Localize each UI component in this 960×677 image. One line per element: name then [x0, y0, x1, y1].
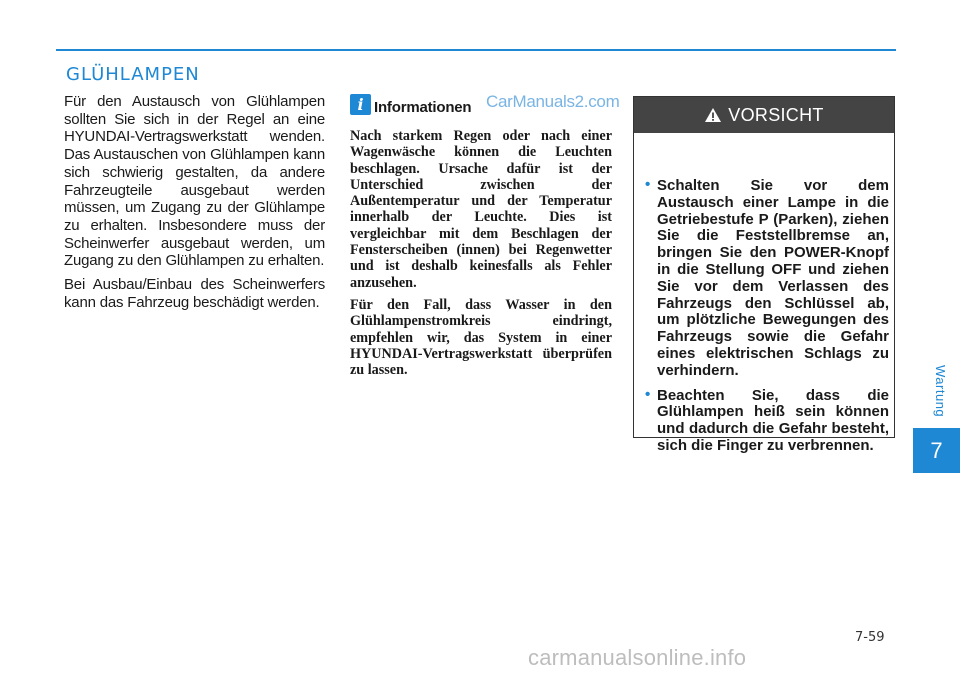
bullet-icon: •	[645, 385, 651, 403]
watermark-bottom: carmanualsonline.info	[528, 645, 747, 670]
chapter-label: Wartung	[933, 365, 948, 418]
left-paragraph-1: Für den Austausch von Glühlampen sollten Sie sich in der Regel an eine HYUNDAI-Vertragswerkstatt wenden. Das Austauschen von Glühlampen kann sich schwierig gestalten, da andere Fahrzeugteile ausgebaut werden müssen, um Zugang zu der Glühlampe zu erhalten. Insbesondere muss der Scheinwerfer ausgebaut werden, um Zugang zu den Glühlampen zu erhalten.	[64, 93, 325, 270]
info-paragraph-2: Für den Fall, dass Wasser in den Glühlampenstromkreis eindringt, empfehlen wir, das System in einer HYUNDAI-Vertragswerkstatt überprüfen zu lassen.	[350, 296, 612, 379]
caution-item	[647, 178, 889, 380]
left-paragraph-2: Bei Ausbau/Einbau des Scheinwerfers kann das Fahrzeug beschädigt werden.	[64, 276, 325, 311]
caution-list	[634, 178, 894, 455]
caution-item-text: Schalten Sie vor dem Austausch einer Lampe in die Getriebestufe P (Parken), ziehen Sie die Feststellbremse an, bringen Sie den POWER-Knopf in die Stellung OFF und ziehen Sie vor dem Verlassen des Fahrzeugs den Schlüssel ab, um plötzliche Bewegungen des Fahrzeugs sowie die Gefahr eines elektrischen Schlags zu verhindern.	[657, 177, 889, 379]
info-header	[350, 92, 620, 120]
chapter-tab: 7	[913, 428, 960, 473]
info-icon: i	[350, 94, 371, 115]
caution-box	[633, 96, 895, 454]
warning-triangle-icon	[704, 107, 722, 123]
info-box	[350, 92, 620, 379]
watermark-top: CarManuals2.com	[486, 92, 620, 111]
info-paragraph-1: Nach starkem Regen oder nach einer Wagenwäsche können die Leuchten beschlagen. Ursache dafür ist der Unterschied zwischen der Außentemperatur und der Temperatur innerhalb der Leuchte. Dies ist vergleichbar mit dem Beschlagen der Fensterscheiben (innen) bei Regenwetter und ist deshalb keinesfalls als Fehler anzusehen.	[350, 128, 612, 291]
section-title: GLÜHLAMPEN	[66, 64, 200, 85]
left-column	[64, 93, 325, 317]
top-rule	[56, 49, 896, 51]
bullet-icon: •	[645, 176, 651, 193]
caution-item	[645, 385, 889, 455]
info-title: Informationen	[374, 99, 472, 116]
caution-title: VORSICHT	[728, 105, 824, 125]
caution-header	[634, 97, 894, 133]
caution-item-text: Beachten Sie, dass die Glühlampen heiß sein können und dadurch die Gefahr besteht, sich die Finger zu verbrennen.	[657, 386, 889, 454]
page-number: 7-59	[855, 630, 885, 645]
